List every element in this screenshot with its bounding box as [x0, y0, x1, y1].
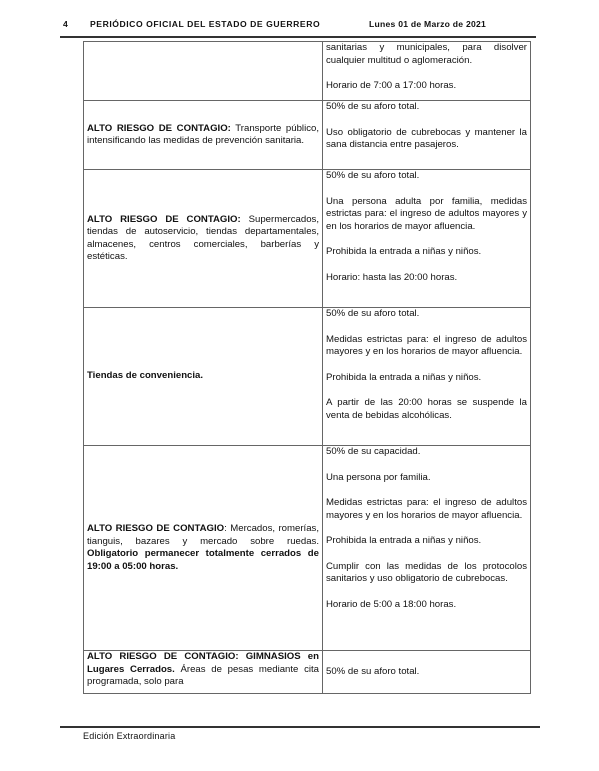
publication-title: PERIÓDICO OFICIAL DEL ESTADO DE GUERRERO [90, 19, 321, 29]
activity-cell [84, 308, 323, 446]
activity-bold-segment: Tiendas de conveniencia. [87, 370, 204, 382]
measure-paragraph: 50% de su aforo total. [326, 665, 420, 677]
measures-cell [323, 170, 531, 308]
table-row [84, 42, 531, 101]
activity-bold-segment: ALTO RIESGO DE CONTAGIO: [87, 122, 231, 134]
footer-label: Edición Extraordinaria [83, 731, 176, 741]
header-rule [60, 36, 536, 38]
measure-paragraph: Prohibida la entrada a niñas y niños. [326, 371, 482, 383]
measures-cell [323, 446, 531, 651]
measures-cell [323, 651, 531, 694]
measure-paragraph: Prohibida la entrada a niñas y niños. [326, 535, 482, 546]
measures-table [83, 41, 531, 694]
measure-paragraph: Una persona por familia. [326, 471, 431, 483]
activity-segment: Transporte público, intensificando las medidas de prevención sanitaria. [87, 122, 319, 146]
measures-cell [323, 42, 531, 101]
publication-date: Lunes 01 de Marzo de 2021 [369, 19, 487, 29]
measure-paragraph: 50% de su capacidad. [326, 446, 421, 457]
measure-paragraph: Una persona adulta por familia, medidas estrictas para: el ingreso de adultos mayores y en los horarios de mayor afluencia. [326, 195, 527, 232]
activity-segment: Supermercados, tiendas de autoservicio, tiendas departamentales, almacenes, centros comerciales, barberías y estéticas. [87, 213, 319, 262]
measure-paragraph: sanitarias y municipales, para disolver cualquier multitud o aglomeración. [326, 42, 527, 66]
activity-text [87, 214, 319, 264]
activity-text [87, 370, 319, 383]
activity-cell [84, 651, 323, 694]
page-header [0, 19, 599, 33]
activity-text [87, 523, 319, 573]
table-row [84, 101, 531, 170]
activity-text [87, 651, 319, 689]
measures-cell [323, 101, 531, 170]
activity-bold-segment: ALTO RIESGO DE CONTAGIO: [87, 213, 241, 225]
activity-cell [84, 446, 323, 651]
measure-paragraph: 50% de su aforo total. [326, 101, 420, 112]
activity-bold-segment: Obligatorio permanecer totalmente cerrados de 19:00 a 05:00 horas. [87, 548, 319, 572]
page-number: 4 [63, 19, 68, 29]
table-row [84, 651, 531, 694]
activity-segment: : Mercados, romerías, tianguis, bazares y mercado sobre ruedas. [87, 523, 319, 547]
table-row [84, 170, 531, 308]
activity-text [87, 123, 319, 148]
measure-paragraph: Medidas estrictas para: el ingreso de adultos mayores y en los horarios de mayor afluencia. [326, 333, 527, 357]
measure-paragraph: 50% de su aforo total. [326, 170, 420, 181]
measure-paragraph: Horario de 7:00 a 17:00 horas. [326, 80, 457, 91]
measure-paragraph: A partir de las 20:00 horas se suspende la venta de bebidas alcohólicas. [326, 397, 527, 421]
measure-paragraph: Uso obligatorio de cubrebocas y mantener la sana distancia entre pasajeros. [326, 126, 527, 150]
table-row [84, 446, 531, 651]
measure-paragraph: Horario: hasta las 20:00 horas. [326, 271, 458, 283]
measure-paragraph: Horario de 5:00 a 18:00 horas. [326, 598, 457, 610]
footer-rule [60, 726, 540, 728]
measure-paragraph: 50% de su aforo total. [326, 308, 420, 319]
activity-bold-segment: ALTO RIESGO DE CONTAGIO: GIMNASIOS en Lugares Cerrados. [87, 651, 319, 675]
measure-paragraph: Prohibida la entrada a niñas y niños. [326, 246, 482, 257]
activity-cell [84, 101, 323, 170]
activity-bold-segment: ALTO RIESGO DE CONTAGIO [87, 523, 225, 534]
table-row [84, 308, 531, 446]
activity-cell [84, 42, 323, 101]
activity-cell [84, 170, 323, 308]
measures-cell [323, 308, 531, 446]
measure-paragraph: Medidas estrictas para: el ingreso de adultos mayores y en los horarios de mayor afluencia. [326, 497, 527, 521]
measure-paragraph: Cumplir con las medidas de los protocolos sanitarios y uso obligatorio de cubrebocas. [326, 560, 527, 584]
activity-segment: Áreas de pesas mediante cita programada, solo para [87, 663, 319, 687]
